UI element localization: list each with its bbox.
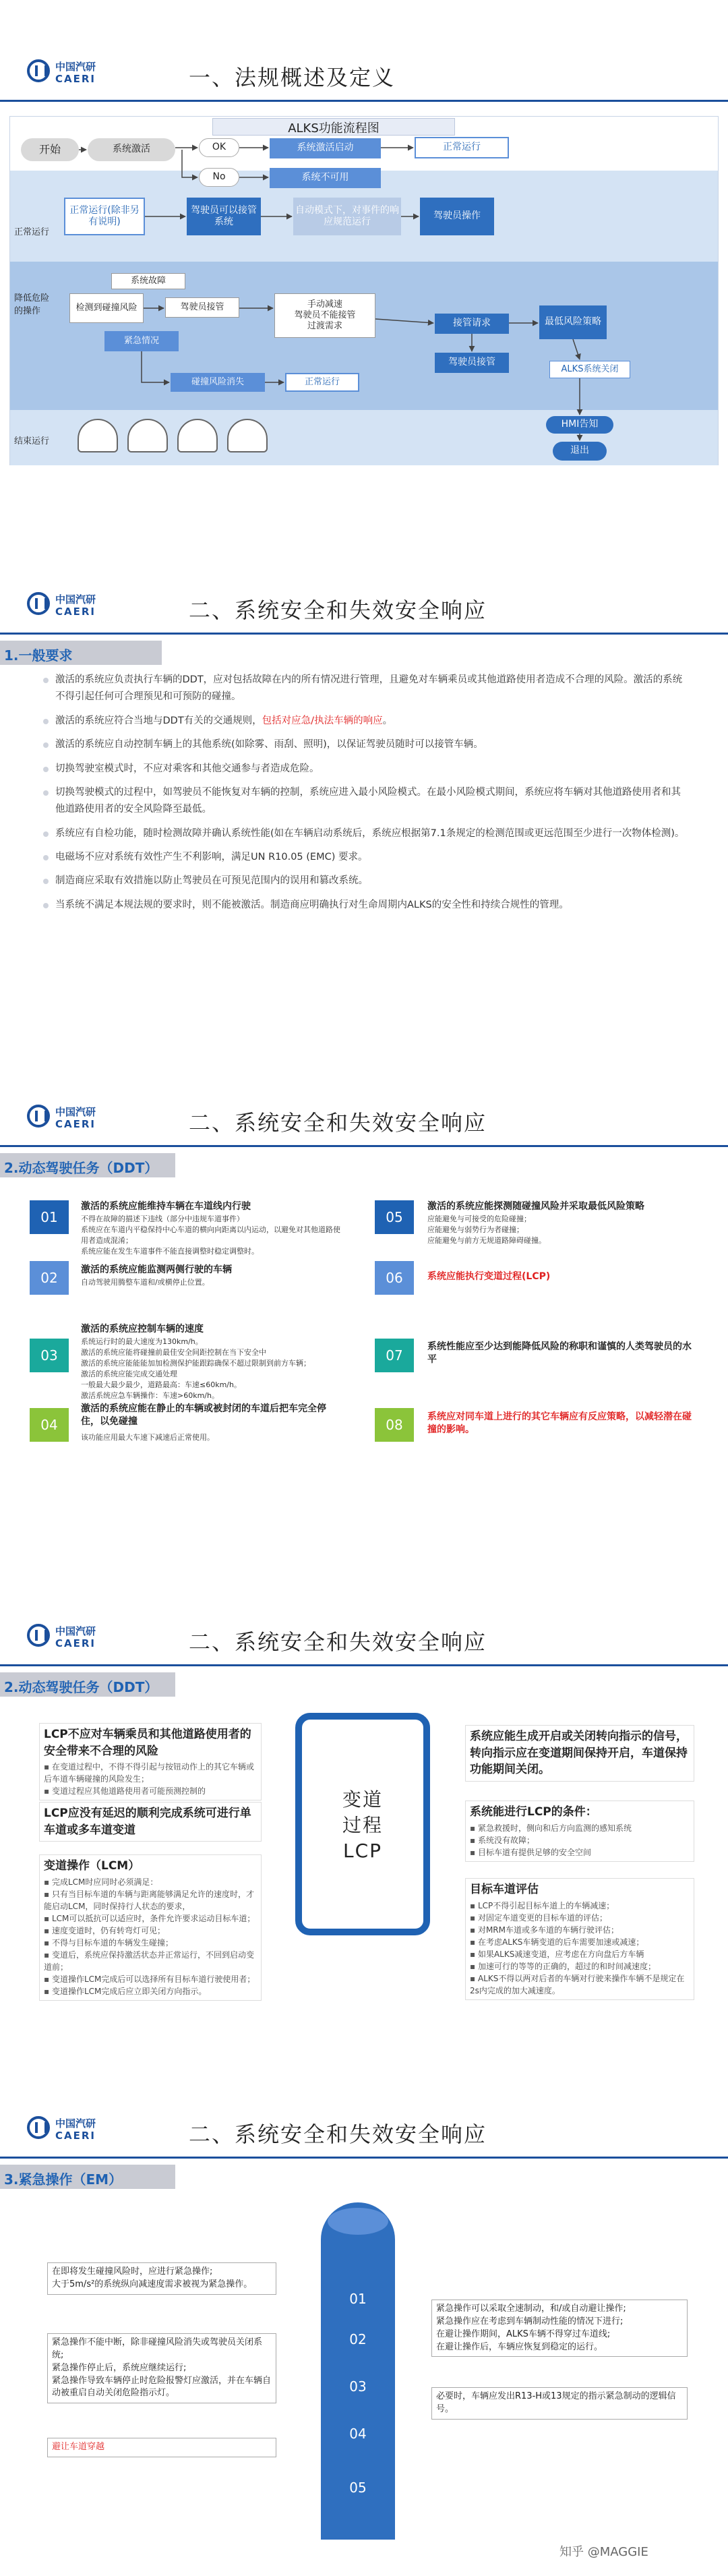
em-right-2: 必要时，车辆应发出R13-H或13规定的指示紧急制动的逻辑信号。: [431, 2387, 688, 2420]
logo-mark-icon: [27, 1105, 50, 1128]
em-num: 01: [349, 2291, 367, 2307]
lcp-right-1: 系统应能生成开启或关闭转向指示的信号，转向指示应在变道期间保持开启，车道保持功能期间关闭。: [465, 1725, 694, 1782]
flow-exit: 退出: [553, 442, 607, 461]
list-item: 激活的系统应自动控制车辆上的其他系统(如除雾、雨刮、照明)，以保证驾驶员随时可以接管车辆。: [40, 736, 688, 753]
lcp-left-2: LCP应没有延迟的顺利完成系统可进行单车道或多车道变道: [39, 1802, 262, 1842]
flow-normal-exc: 正常运行(除非另有说明): [64, 198, 145, 235]
flow-collision-gone: 碰撞风险消失: [171, 373, 265, 392]
flow-hmi: HMI告知: [546, 416, 613, 434]
flow-arrows: [10, 117, 718, 466]
ddt-sub: 应能避免与可接受的危险碰撞； 应能避免与弱势行为者碰撞； 应能避免与前方无规道路障碍碰撞。: [427, 1214, 546, 1245]
logo: 中国汽研 CAERI: [27, 588, 128, 622]
lcp-left-1: LCP不应对车辆乘员和其他道路使用者的安全带来不合理的风险 ▪ 在变道过程中，不得不得引起与按钮动作上的其它车辆或后车道车辆碰撞的风险发生； ▪ 变道过程应其他道路使用者可能预测控制的: [39, 1723, 262, 1801]
flow-normal-run2: 正常运行: [285, 373, 359, 392]
scroll-top: [328, 2208, 388, 2235]
slide-4: [0, 1605, 728, 2010]
list-item: 切换驾驶室模式时，不应对乘客和其他交通参与者造成危险。: [40, 761, 688, 778]
flow-driver-takeover3: 驾驶员接管: [435, 353, 509, 373]
em-left-2: 紧急操作不能中断，除非碰撞风险消失或驾驶员关闭系统; 紧急操作停止后，系统应继续运行; 紧急操作导致车辆停止时危险报警灯应激活，并在车辆自动被重启自动关闭危险指示灯。: [47, 2333, 276, 2403]
ddt-num: 05: [375, 1200, 414, 1234]
ddt-num: 07: [375, 1339, 414, 1372]
slide-5: [0, 2097, 728, 2569]
list-item: 系统应有自检功能，随时检测故障并确认系统性能(如在车辆启动系统后，系统应根据第7.1条规定的检测范围或更远范围至少进行一次物体检测)。: [40, 825, 688, 842]
logo-mark-icon: [27, 2116, 50, 2139]
section-header: 1.一般要求: [0, 641, 162, 665]
logo: 中国汽研 CAERI: [27, 1101, 128, 1134]
flow-driver-can: 驾驶员可以接管系统: [187, 198, 261, 235]
flow-driver-op: 驾驶员操作: [420, 198, 494, 235]
ddt-title: 激活的系统应能监测两侧行驶的车辆: [81, 1264, 232, 1275]
watermark: 知乎 @MAGGIE: [559, 2545, 648, 2559]
ddt-title: 系统应能执行变道过程(LCP): [427, 1271, 551, 1282]
flow-no: No: [199, 168, 239, 187]
ddt-title: 系统应对同车道上进行的其它车辆应有反应策略，以减轻潜在碰撞的影响。: [427, 1411, 692, 1435]
ddt-sub: 不得在故障的描述下违线（部分中违规车道事件） 系统应在车道内平稳保持中心车道的横向向距离以内运动，以避免对其他道路使用者造成混淆； 系统应能在发生车道事件不能直接调整时稳定调整时。: [81, 1214, 340, 1256]
phone-text: 变道 过程 LCP: [342, 1788, 383, 1862]
ddt-title: 激活的系统应控制车辆的速度: [81, 1324, 204, 1335]
ddt-title: 激活的系统应能维持车辆在车道线内行驶: [81, 1201, 251, 1212]
flow-normal-run: 正常运行: [415, 137, 509, 158]
slide-2: [0, 573, 728, 971]
em-num: 02: [349, 2331, 367, 2347]
ddt-title: 激活的系统应能探测随碰撞风险并采取最低风险策略: [427, 1201, 644, 1212]
list-item: 电磁场不应对系统有效性产生不利影响，满足UN R10.05 (EMC) 要求。: [40, 849, 688, 866]
phone-graphic: [295, 1713, 430, 1935]
list-item: 切换驾驶模式的过程中，如驾驶员不能恢复对车辆的控制，系统应进入最小风险模式。在最小风险模式期间，系统应将车辆对其他道路使用者和其他道路使用者的安全风险降至最低。: [40, 784, 688, 819]
section-header: 3.紧急操作（EM）: [0, 2165, 175, 2189]
section-header: 2.动态驾驶任务（DDT）: [0, 1153, 175, 1177]
lcp-left-3: 变道操作（LCM） ▪ 完成LCM时应同时必须满足： ▪ 只有当目标车道的车辆与距离能够满足允许的速度时，才能启动LCM，同时保持行人状态的要求， ▪ LCM可以抵抗可以适应时，条件允许要求运动目标车道； ▪ 速度变道时，仍有转弯灯可见； ▪ 不得与目标车道的车辆发生碰撞； ▪ 变道后，系统应保持激活状态并正常运行，不回到启动变道前； ▪ 变道操作LCM完成后可以选择所有目标车道行驶使用者； ▪ 变道操作LCM完成后应立即关闭方向指示。: [39, 1854, 262, 2001]
ddt-num: 04: [30, 1408, 69, 1442]
lane-label-normal: 正常运行: [14, 227, 50, 237]
em-left-3: 避让车道穿越: [47, 2438, 276, 2457]
flow-sys-fault: 系统故障: [111, 273, 185, 289]
flow-sys-unavail: 系统不可用: [270, 168, 381, 188]
flow-takeover-req: 接管请求: [435, 314, 509, 334]
ddt-num: 01: [30, 1200, 69, 1234]
flow-decel-group: 手动减速 驾驶员不能接管 过渡需求: [274, 293, 375, 338]
flow-emergency: 紧急情况: [104, 331, 179, 351]
ddt-sub: 该功能应用最大车速下减速后正常使用。: [81, 1433, 214, 1442]
slide-title: 二、系统安全和失效安全响应: [189, 2121, 487, 2147]
logo-mark-icon: [27, 59, 50, 82]
ddt-sub: 系统运行时的最大速度为130km/h。 激活的系统应能将碰撞前最佳安全间距控制在当下安全中 激活的系统应能能能加加检测保护能跟踪确保不超过限制到前方车辆； 激活的系统应能完成交通处理 一般最大最少最少，道路最高：车速≤60km/h。 激活系统应急车辆操作：车速>60km/h。: [81, 1337, 311, 1400]
slide-title: 二、系统安全和失效安全响应: [189, 597, 487, 623]
em-num: 03: [349, 2378, 367, 2395]
flow-auto-mode: 自动模式下，对事件的响应规范运行: [293, 198, 401, 235]
lcp-right-2: 系统能进行LCP的条件： ▪ 紧急救援时，侧向和后方向监测的感知系统 ▪ 系统没有故障； ▪ 目标车道有提供足够的安全空间: [465, 1801, 694, 1862]
flow-activate: 系统激活: [88, 138, 175, 161]
ddt-title: 系统性能应至少达到能降低风险的称职和谨慎的人类驾驶员的水平: [427, 1341, 692, 1365]
flow-min-risk: 最低风险策略: [539, 305, 607, 339]
requirements-list: [40, 672, 688, 920]
list-item: 激活的系统应符合当地与DDT有关的交通规则，包括对应急/执法车辆的响应。: [40, 713, 688, 730]
flow-driver-takeover2: 驾驶员接管: [165, 297, 239, 318]
em-num: 05: [349, 2480, 367, 2496]
ddt-num: 02: [30, 1261, 69, 1295]
scroll-graphic: [321, 2202, 395, 2540]
logo: 中国汽研 CAERI: [27, 1620, 128, 1653]
logo: 中国汽研 CAERI: [27, 2112, 128, 2146]
list-item: 制造商应采取有效措施以防止驾驶员在可预见范围内的误用和篡改系统。: [40, 873, 688, 889]
slide-title: 一、法规概述及定义: [189, 65, 396, 90]
slide-title: 二、系统安全和失效安全响应: [189, 1110, 487, 1136]
ddt-num: 03: [30, 1339, 69, 1372]
flow-ok: OK: [199, 138, 239, 157]
em-right-1: 紧急操作可以采取全速制动，和/或自动避让操作; 紧急操作应在考虑到车辆制动性能的情况下进行; 在避让操作期间，ALKS车辆不得穿过车道线; 在避让操作后，车辆应恢复到稳定的运行。: [431, 2300, 688, 2357]
ddt-num: 08: [375, 1408, 414, 1442]
flow-start: 开始: [21, 138, 79, 161]
flow-title: ALKS功能流程图: [212, 118, 455, 136]
lane-label-end: 结束运行: [14, 436, 50, 446]
flow-sys-off: ALKS系统关闭: [549, 361, 630, 378]
list-item: 激活的系统应负责执行车辆的DDT，应对包括故障在内的所有情况进行管理，且避免对车辆乘员或其他道路使用者造成不合理的风险。激活的系统不得引起任何可合理预见和可预防的碰撞。: [40, 672, 688, 706]
ddt-num: 06: [375, 1261, 414, 1295]
lane-label-risk: 降低危险的操作: [14, 293, 50, 316]
section-header: 2.动态驾驶任务（DDT）: [0, 1672, 175, 1697]
em-num: 04: [349, 2426, 367, 2442]
flow-detect-risk: 检测到碰撞风险: [69, 293, 144, 323]
ddt-sub: 自动驾驶用腾整车道和/或横停止位置。: [81, 1278, 210, 1287]
em-left-1: 在即将发生碰撞风险时，应进行紧急操作; 大于5m/s²的系统纵向减速度需求被视为紧急操作。: [47, 2262, 276, 2295]
slide-1: [0, 40, 728, 479]
logo-mark-icon: [27, 592, 50, 615]
slide-title: 二、系统安全和失效安全响应: [189, 1629, 487, 1655]
logo: 中国汽研 CAERI: [27, 55, 128, 89]
list-item: 当系统不满足本规法规的要求时，则不能被激活。制造商应明确执行对生命周期内ALKS的安全性和持续合规性的管理。: [40, 897, 688, 914]
flow-chart: [9, 116, 719, 465]
flow-sys-start: 系统激活启动: [270, 138, 381, 158]
logo-mark-icon: [27, 1624, 50, 1647]
ddt-title: 激活的系统应能在静止的车辆或被封闭的车道后把车完全停住，以免碰撞: [81, 1403, 326, 1427]
lcp-right-3: 目标车道评估 ▪ LCP不得引起目标车道上的车辆减速； ▪ 对固定车道变更的目标车道的评估； ▪ 对MRM车道或多车道的车辆行驶评估； ▪ 在考虑ALKS车辆变道的后车需要加速或减速； ▪ 如果ALKS减速变道，应考虑在方向盘后方车辆 ▪ 加速可行的等等的正确的，超过的和时间减速度； ▪ ALKS不得以两对后者的车辆对行驶来操作车辆不是规定在2s内完成的加大减速度。: [465, 1878, 694, 2000]
slide-3: [0, 1086, 728, 1463]
